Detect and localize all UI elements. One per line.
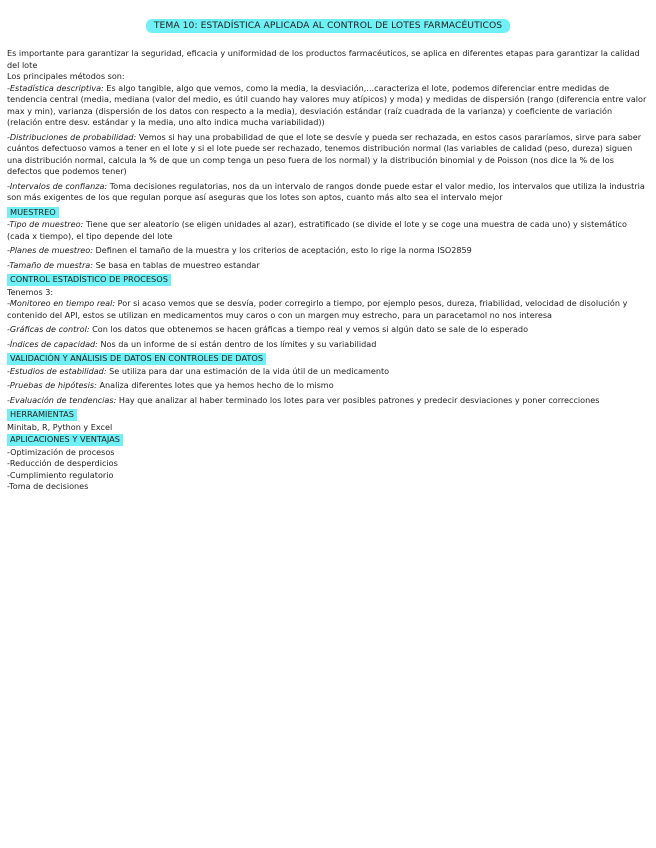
aplicaciones-item: -Toma de decisiones bbox=[7, 481, 89, 491]
page-title: TEMA 10: ESTADÍSTICA APLICADA AL CONTROL DE LOTES FARMACÉUTICOS bbox=[146, 19, 510, 33]
method-label: -Distribuciones de probabilidad: bbox=[7, 131, 137, 142]
validacion-item bbox=[7, 366, 648, 378]
control-label: -Monitoreo en tiempo real: bbox=[7, 298, 116, 308]
control-text: Por si acaso vemos que se desvía, poder corregirlo a tiempo, por ejemplo pesos, dureza, friabilidad, velocidad de disolución y contenido del API, estos se utilizan en medicamentos muy caros o con un margen muy estrecho, para un paracetamol no nos interesa bbox=[7, 298, 628, 320]
muestreo-text: Se basa en tablas de muestreo estandar bbox=[95, 259, 260, 270]
control-heading: CONTROL ESTADÍSTICO DE PROCESOS bbox=[7, 274, 171, 286]
herramientas-heading: HERRAMIENTAS bbox=[7, 409, 77, 421]
control-text: Con los datos que obtenemos se hacen gráficas a tiempo real y vemos si algún dato se sale de lo esperado bbox=[92, 324, 529, 334]
aplicaciones-section bbox=[7, 434, 648, 447]
control-label: -Gráficas de control: bbox=[7, 324, 90, 334]
aplicaciones-heading: APLICACIONES Y VENTAJAS bbox=[7, 434, 123, 446]
validacion-label: -Evaluación de tendencias: bbox=[7, 394, 117, 405]
validacion-label: -Estudios de estabilidad: bbox=[7, 365, 107, 376]
control-label: -Índices de capacidad: bbox=[7, 338, 98, 349]
control-text: Nos da un informe de si están dentro de los límites y su variabilidad bbox=[100, 338, 377, 349]
herramientas-text: Minitab, R, Python y Excel bbox=[7, 421, 113, 432]
control-item bbox=[7, 324, 648, 336]
muestreo-label: -Tamaño de muestra: bbox=[7, 259, 93, 270]
validacion-text: Analiza diferentes lotes que ya hemos hecho de lo mismo bbox=[99, 380, 334, 390]
muestreo-item bbox=[7, 260, 648, 272]
method-label: -Estadística descriptiva: bbox=[7, 82, 104, 93]
method-item bbox=[7, 181, 648, 204]
herramientas-section bbox=[7, 409, 648, 422]
muestreo-section bbox=[7, 207, 648, 220]
validacion-label: -Pruebas de hipótesis: bbox=[7, 380, 97, 390]
aplicaciones-item: -Reducción de desperdicios bbox=[7, 458, 118, 468]
muestreo-text: Tiene que ser aleatorio (se eligen unidades al azar), estratificado (se divide el lote y se coge una muestra de cada uno) y sistemático (cada x tiempo), el tipo depende del lote bbox=[7, 219, 627, 241]
validacion-text: Hay que analizar al haber terminado los lotes para ver posibles patrones y predecir desviaciones y poner correcciones bbox=[118, 394, 600, 405]
muestreo-label: -Planes de muestreo: bbox=[7, 245, 93, 255]
aplicaciones-item: -Cumplimiento regulatorio bbox=[7, 469, 114, 480]
control-intro: Tenemos 3: bbox=[7, 286, 54, 297]
method-label: -Intervalos de confianza: bbox=[7, 180, 108, 191]
muestreo-label: -Tipo de muestreo: bbox=[7, 219, 84, 229]
muestreo-text: Definen el tamaño de la muestra y los criterios de aceptación, esto lo rige la norma ISO2859 bbox=[95, 245, 472, 255]
validacion-heading: VALIDACIÓN Y ANÁLISIS DE DATOS EN CONTROLES DE DATOS bbox=[7, 353, 266, 365]
title-row bbox=[0, 13, 656, 33]
document-body bbox=[0, 48, 656, 493]
validacion-item bbox=[7, 380, 648, 392]
aplicaciones-item: -Optimización de procesos bbox=[7, 446, 115, 457]
control-item bbox=[7, 298, 648, 321]
muestreo-heading: MUESTREO bbox=[7, 207, 59, 219]
method-text: Toma decisiones regulatorias, nos da un intervalo de rangos donde puede estar el valor medio, los intervalos que utiliza la industria son más exigentes de los que regulan porque así aseguras que los lotes son aptos, cuanto más alto sea el intervalo mejor bbox=[7, 180, 645, 202]
control-section bbox=[7, 274, 648, 287]
method-text: Es algo tangible, algo que vemos, como la media, la desviación,...caracteriza el lote, podemos diferenciar entre medidas de tendencia central (media, mediana (valor del medio, es útil cuando hay valores muy atípicos) y moda) y medidas de dispersión (rango (diferencia entre valor max y min), varianza (dispersión de los datos con respecto a la media), desviación estándar (raíz cuadrada de la varianza) y coeficiente de variación (relación entre desv. estándar y la media, uno alto indica mucha variabilidad)) bbox=[7, 82, 647, 127]
method-text: Vemos si hay una probabilidad de que el lote se desvíe y pueda ser rechazada, en estos casos pararíamos, sirve para saber cuántos defectuoso vamos a tener en el lote y si el lote puede ser rechazado, tenemos distribución normal (las variables de calidad (peso, dureza) siguen una distribución normal, calcula la % de que un comp tenga un peso fuera de los normal) y la distribución binomial y de Poisson (nos dice la % de los defectos que podemos tener) bbox=[7, 131, 642, 176]
muestreo-item bbox=[7, 245, 648, 257]
control-item bbox=[7, 339, 648, 351]
methods-intro: Los principales métodos son: bbox=[7, 71, 125, 81]
validacion-text: Se utiliza para dar una estimación de la vida útil de un medicamento bbox=[109, 365, 390, 376]
muestreo-item bbox=[7, 219, 648, 242]
method-item bbox=[7, 132, 648, 178]
validacion-section bbox=[7, 353, 648, 366]
validacion-item bbox=[7, 395, 648, 407]
intro-paragraph: Es importante para garantizar la seguridad, eficacia y uniformidad de los productos farmacéuticos, se aplica en diferentes etapas para garantizar la calidad del lote bbox=[7, 48, 640, 70]
method-item bbox=[7, 83, 648, 129]
